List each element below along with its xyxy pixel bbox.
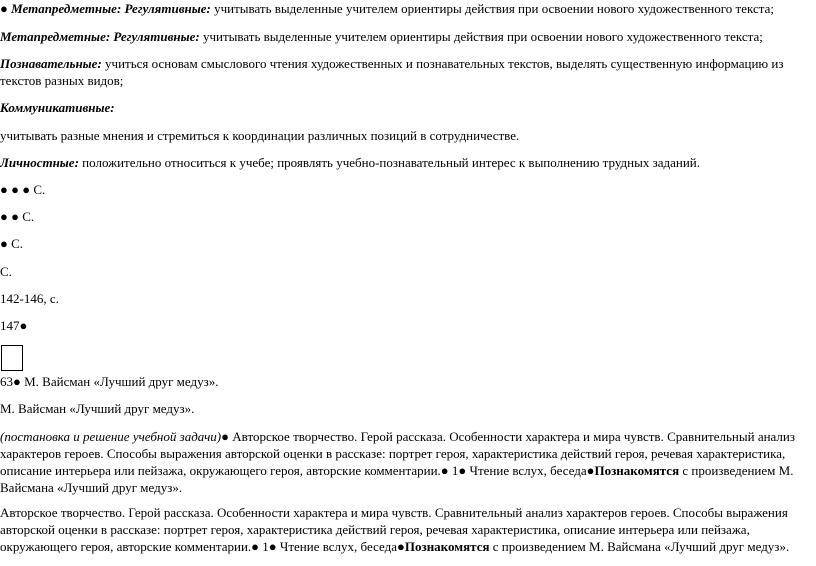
bullet: ● [251,539,260,554]
paragraph-personal [0,154,810,171]
line-c [0,263,810,280]
section-label: Метапредметные: Регулятивные: [0,29,200,44]
bullet: ● [397,539,405,554]
bullet: ● [586,463,595,478]
paragraph-cognitive [0,55,810,89]
section-label: Метапредметные: Регулятивные: [11,1,211,16]
bullet: ● [221,429,229,444]
strong-text: Познакомятся [404,539,490,554]
paragraph-text: учитывать выделенные учителем ориентиры действия при освоении нового художественного текста; [199,29,763,44]
bullet: ● [13,374,21,389]
bullets: ● ● [0,209,19,224]
bullets: ● ● ● [0,182,31,197]
bullet-line-1 [0,235,810,252]
bullet-line-3 [0,181,810,198]
empty-checkbox-cell [1,345,23,371]
bullet: ● [268,539,277,554]
lead-italic: (постановка и решение учебной задачи) [0,429,222,444]
line-text: С. [0,264,12,279]
paragraph-text: учиться основам смыслового чтения художественных и познавательных текстов, выделять существенную информацию из текстов разных видов; [0,56,784,88]
paragraph-text: с произведением М. Вайсмана «Лучший друг медуз». [0,463,794,495]
paragraph-text: 1 [259,539,269,554]
bullet: ● [458,463,467,478]
paragraph-lesson-content [0,428,810,496]
bullet: ● [0,1,8,16]
lesson-number: 63 [0,374,13,389]
line-text: С. [30,182,46,197]
paragraph-regulative-bulleted [0,0,810,17]
paragraph-text: с произведением М. Вайсмана «Лучший друг медуз». [489,539,790,554]
paragraph-lesson-content-repeat [0,504,810,555]
paragraph-communicative-text [0,127,810,144]
section-label: Коммуникативные: [0,100,115,115]
section-label: Личностные: [0,155,79,170]
lesson-number-line [0,373,810,390]
strong-text: Познакомятся [594,463,680,478]
line-text: 147 [0,318,20,333]
paragraph-text: Чтение вслух, беседа [466,463,587,478]
paragraph-text: 1 [448,463,459,478]
bullet: ● [440,463,449,478]
line-text: 142-146, с. [0,291,59,306]
paragraph-text: Авторское творчество. Герой рассказа. Особенности характера и мира чувств. Сравнительный анализ характеров героев. Способы выражения авторской оценки в рассказе: портрет героя, характеристика действий героя, речевая характеристика, описание интерьера или пейзажа, окружающего героя, авторские комментарии. [0,505,788,554]
bullet: ● [19,318,28,333]
paragraph-text: Чтение вслух, беседа [276,539,397,554]
paragraph-text: учитывать разные мнения и стремиться к координации различных позиций в сотрудничестве. [0,128,520,143]
paragraph-text: учитывать выделенные учителем ориентиры действия при освоении нового художественного текста; [210,1,774,16]
paragraph-text: положительно относиться к учебе; проявлять учебно-познавательный интерес к выполнению трудных заданий. [78,155,700,170]
page-number-line [0,317,810,334]
lesson-title [0,400,810,417]
bullet-line-2 [0,208,810,225]
paragraph-regulative [0,28,810,45]
line-text: С. [7,236,24,251]
line-text: М. Вайсман «Лучший друг медуз». [0,401,195,416]
line-text: С. [18,209,35,224]
bullets: ● [0,236,8,251]
paragraph-communicative-label [0,99,810,116]
page-range [0,290,810,307]
paragraph-text: Авторское творчество. Герой рассказа. Особенности характера и мира чувств. Сравнительный анализ характеров героев. Способы выражения авторской оценки в рассказе: портрет героя, характеристика действий героя, речевая характеристика, описание интерьера или пейзажа, окружающего героя, авторские комментарии. [0,429,796,478]
section-label: Познавательные: [0,56,102,71]
line-text: М. Вайсман «Лучший друг медуз». [20,374,219,389]
